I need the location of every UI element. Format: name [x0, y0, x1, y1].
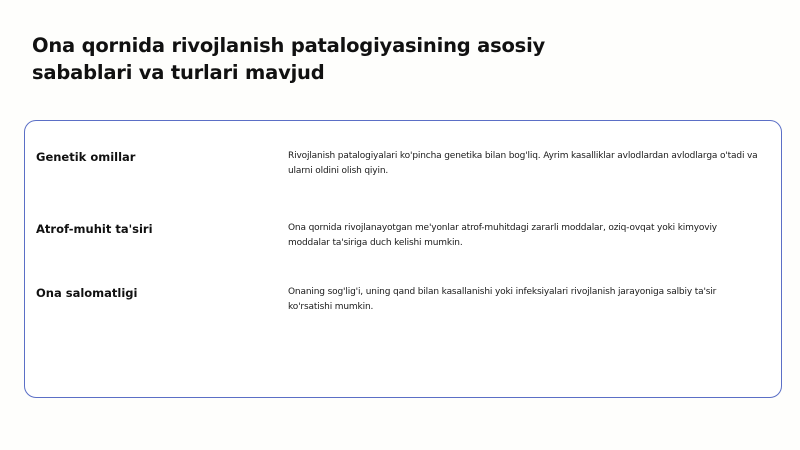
content-card [24, 120, 782, 398]
item-label: Atrof-muhit ta'siri [36, 222, 153, 236]
item-label: Genetik omillar [36, 150, 136, 164]
page-title: Ona qornida rivojlanish patalogiyasining asosiy sabablari va turlari mavjud [32, 34, 546, 84]
item-description: Ona qornida rivojlanayotgan me'yonlar atrof-muhitdagi zararli moddalar, oziq-ovqat yoki kimyoviy moddalar ta'siriga duch kelishi mumkin. [288, 223, 717, 248]
item-label: Ona salomatligi [36, 286, 138, 300]
item-description: Onaning sog'lig'i, uning qand bilan kasallanishi yoki infeksiyalari rivojlanish jarayoniga salbiy ta'sir ko'rsatishi mumkin. [288, 287, 717, 312]
item-description: Rivojlanish patalogiyalari ko'pincha genetika bilan bog'liq. Ayrim kasalliklar avlodlardan avlodlarga o'tadi va ularni oldini olish qiyin. [288, 151, 758, 176]
